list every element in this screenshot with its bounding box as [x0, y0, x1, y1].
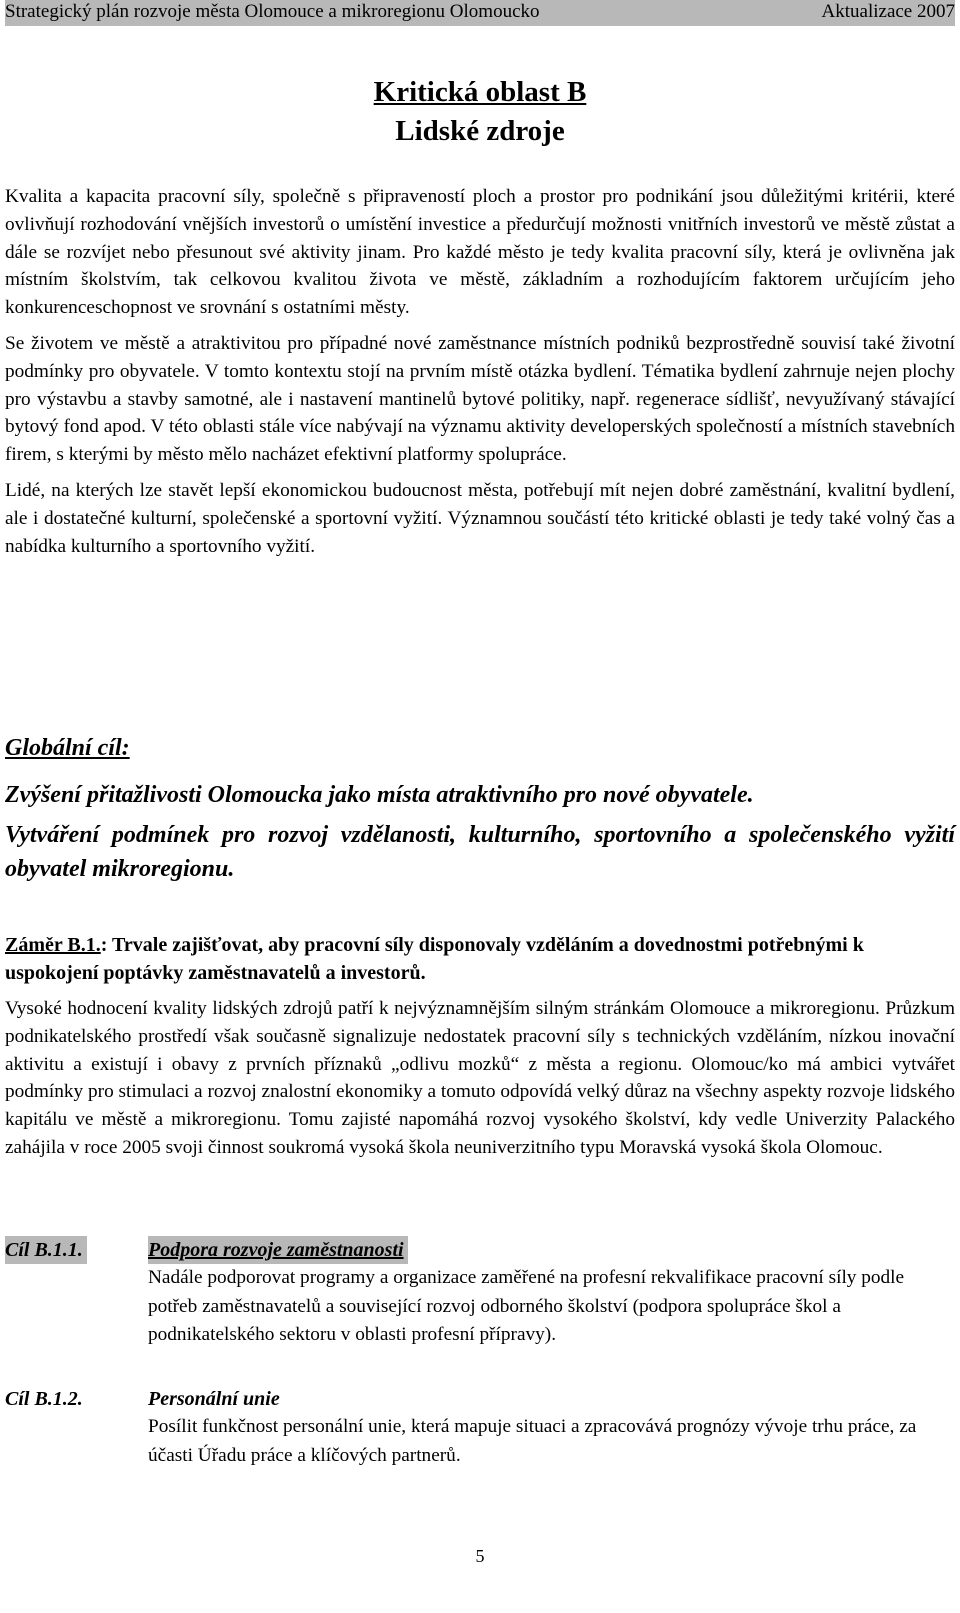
intent-label: Záměr B.1. — [5, 934, 101, 956]
goal-description: Posílit funkčnost personální unie, která mapuje situaci a zpracovává prognózy vývoje trhu práce, za účasti Úřadu práce a klíčových partnerů. — [148, 1416, 917, 1466]
page-header — [5, 0, 955, 26]
goal-label: Cíl B.1.1. — [5, 1236, 87, 1264]
intro-paragraph-1: Kvalita a kapacita pracovní síly, společně s připraveností ploch a prostor pro podnikání jsou důležitými kritérii, které ovlivňují rozhodování vnějších investorů o umístění investice a předurčují možnosti vnitřních investorů ve městě zůstat a dále se rozvíjet nebo přesunout své aktivity jinam. Pro každé město je tedy kvalita pracovní síly, která je ovlivněna jak místním školstvím, tak celkovou kvalitou života ve městě, základním a rozhodujícím faktorem určujícím jeho konkurenceschopnost ve srovnání s ostatními městy. — [5, 186, 955, 319]
intent-paragraph-text: Vysoké hodnocení kvality lidských zdrojů patří k nejvýznamnějším silným stránkám Olomouce a mikroregionu. Průzkum podnikatelského prostředí však současně signalizuje nedostatek pracovní síly s technických vzděláním, nízkou inovační aktivitu a existují i obavy z prvních příznaků „odlivu mozků“ z města a regionu. Olomouc/ko má ambici vytvářet podmínky pro stimulaci a rozvoj znalostní ekonomiky a tomuto odpovídá velký důraz na všechny aspekty rozvoje lidského kapitálu ve městě a mikroregionu. Tomu zajisté napomáhá rozvoj vysokého školství, kdy vedle Univerzity Palackého zahájila v roce 2005 svoji činnost soukromá vysoká škola neuniverzitního typu Moravská vysoká škola Olomouc. — [5, 998, 955, 1158]
goal-content — [148, 1236, 928, 1350]
section-title — [0, 73, 960, 151]
global-goal-1: Zvýšení přitažlivosti Olomoucka jako místa atraktivního pro nové obyvatele. — [5, 782, 754, 808]
page-number: 5 — [475, 1546, 485, 1566]
intro-text — [5, 183, 955, 568]
global-goal-2: Vytváření podmínek pro rozvoj vzdělanosti, kulturního, sportovního a společenského vyžití obyvatel mikroregionu. — [5, 822, 955, 882]
goal-label: Cíl B.1.2. — [5, 1388, 83, 1410]
goal-content — [148, 1385, 928, 1470]
intent-text: Trvale zajišťovat, aby pracovní síly disponovaly vzděláním a dovednostmi potřebnými k uspokojení poptávky zaměstnavatelů a investorů. — [5, 934, 864, 984]
global-goal-heading: Globální cíl: — [5, 735, 130, 761]
intent-paragraph — [5, 995, 955, 1170]
section-title-line1: Kritická oblast B — [373, 76, 587, 108]
intro-paragraph-2: Se životem ve městě a atraktivitou pro případné nové zaměstnance místních podniků bezprostředně souvisí také životní podmínky pro obyvatele. V tomto kontextu stojí na prvním místě otázka bydlení. Tématika bydlení zahrnuje nejen plochy pro výstavbu a stavby samotné, ale i nastavení mantinelů bytové politiky, např. regenerace sídlišť, nevyužívaný stávající bytový fond apod. V této oblasti stále více nabývají na významu aktivity developerských společností a místních stavebních firem, s kterými by město mělo nacházet efektivní platformy spolupráce. — [5, 332, 955, 466]
intent-heading — [5, 931, 955, 987]
goal-description: Nadále podporovat programy a organizace zaměřené na profesní rekvalifikace pracovní síly podle potřeb zaměstnavatelů a související rozvoj odborného školství (podpora spolupráce škol a podnikatelského sektoru v oblasti profesní přípravy). — [148, 1267, 905, 1345]
intro-paragraph-3: Lidé, na kterých lze stavět lepší ekonomickou budoucnost města, potřebují mít nejen dobré zaměstnání, kvalitní bydlení, ale i dostatečné kulturní, společenské a sportovní vyžití. Významnou součástí této kritické oblasti je tedy také volný čas a nabídka kulturního a sportovního vyžití. — [5, 479, 955, 557]
goal-title: Podpora rozvoje zaměstnanosti — [148, 1236, 408, 1264]
section-title-line2: Lidské zdroje — [395, 115, 565, 147]
header-document-title: Strategický plán rozvoje města Olomouce a mikroregionu Olomoucko — [5, 1, 540, 22]
header-version: Aktualizace 2007 — [821, 1, 955, 22]
goal-title: Personální unie — [148, 1388, 280, 1410]
intent-colon: : — [100, 934, 108, 956]
